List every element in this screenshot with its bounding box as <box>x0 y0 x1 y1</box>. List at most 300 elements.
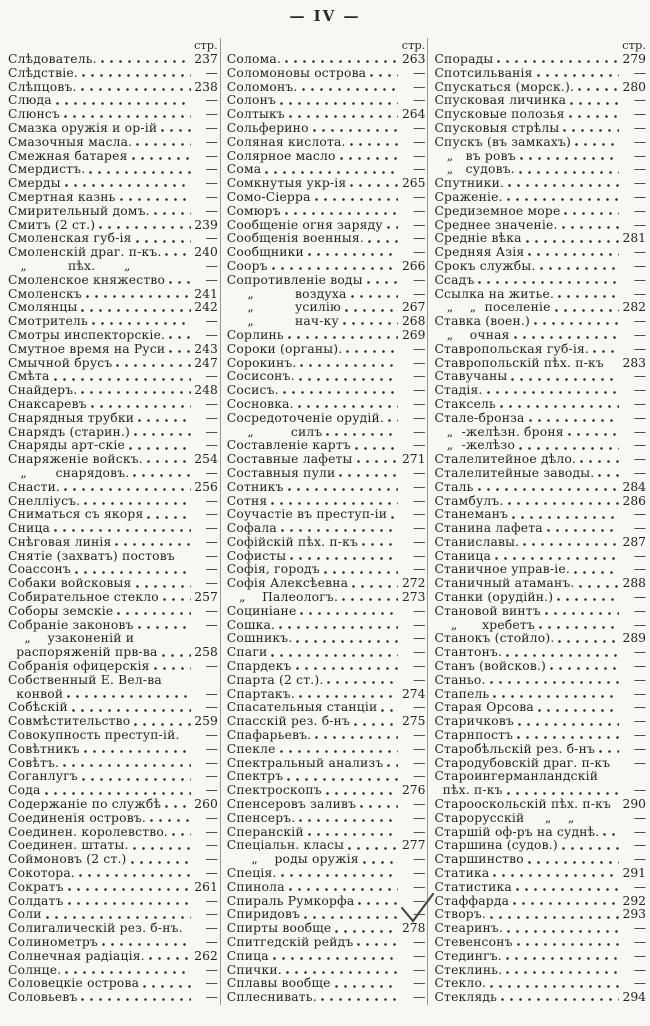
dot-leader <box>358 902 398 906</box>
index-entry <box>227 522 426 536</box>
dot-leader <box>285 212 399 216</box>
dot-leader <box>281 529 399 533</box>
index-entry <box>227 936 426 950</box>
page-number: — <box>205 231 218 246</box>
page-number: — <box>205 783 218 798</box>
page-number: — <box>413 976 426 991</box>
entry-label: Солинометръ <box>8 935 98 949</box>
index-entry <box>8 660 218 674</box>
entry-label: Сокотора. <box>8 866 76 881</box>
page-number: 258 <box>194 645 218 660</box>
index-entry <box>434 370 646 384</box>
page-number: 287 <box>622 534 646 549</box>
page-number: — <box>633 976 646 991</box>
index-entry <box>434 867 646 881</box>
entry-label: Спускаться (морск.). <box>434 79 575 94</box>
page-number: — <box>633 686 646 701</box>
entry-label: Содержаніе по службѣ <box>8 797 162 812</box>
entry-label: Сраженіе. <box>434 189 503 204</box>
page-number: — <box>413 120 426 135</box>
entry-label: Сомюръ <box>226 203 281 218</box>
dot-leader <box>161 129 191 133</box>
index-entry <box>8 329 218 343</box>
page-number: 267 <box>401 300 426 315</box>
dot-leader <box>513 902 619 906</box>
page-number: — <box>413 990 426 1005</box>
index-entry <box>8 922 218 936</box>
entry-label: Спиридовъ <box>226 907 301 922</box>
page-number: — <box>413 810 426 825</box>
entry-label: Совокупность преступ-ій. <box>8 728 180 743</box>
page-number: — <box>205 824 218 839</box>
page-number: — <box>205 728 218 743</box>
entry-label: Спарта (2 ст.). <box>226 672 324 687</box>
page-number: — <box>413 65 426 80</box>
dot-leader <box>64 115 191 119</box>
entry-label: Стаксель <box>434 396 496 411</box>
dot-leader <box>507 792 619 796</box>
dot-leader <box>296 667 399 671</box>
dot-leader <box>519 171 619 175</box>
index-entry <box>8 301 218 315</box>
dot-leader <box>169 281 191 285</box>
dot-leader <box>562 847 619 851</box>
dot-leader <box>89 171 190 175</box>
page-number: 237 <box>194 52 218 66</box>
index-entry <box>8 136 218 150</box>
entry-label: Сосновка. <box>226 396 294 411</box>
index-entry <box>8 701 218 715</box>
entry-label: Соединен. штаты. <box>8 838 129 853</box>
dot-leader <box>129 447 191 451</box>
page-number: — <box>633 327 646 342</box>
entry-label: Спица <box>226 948 269 963</box>
entry-label: Соучастіе въ преступ-іи <box>226 507 388 522</box>
index-entry <box>8 177 218 191</box>
page-number: — <box>205 741 218 756</box>
index-entry <box>227 977 426 991</box>
page-number: — <box>205 396 218 411</box>
entry-label: Станокъ (стойло). <box>434 631 555 646</box>
index-entry <box>227 94 426 108</box>
entry-label: Сороки (органы). <box>226 341 343 356</box>
page-number: — <box>633 962 646 977</box>
index-entry <box>434 839 646 853</box>
index-entry <box>434 605 646 619</box>
index-entry <box>434 922 646 936</box>
index-entry <box>227 81 426 95</box>
index-entry <box>227 757 426 771</box>
dot-leader <box>324 571 399 575</box>
entry-label: Станьо. <box>434 672 486 687</box>
dot-leader <box>578 88 619 92</box>
page-number: 290 <box>622 797 646 812</box>
dot-leader <box>299 695 399 699</box>
index-entry <box>227 453 426 467</box>
dot-leader <box>391 516 398 520</box>
index-entry <box>434 150 646 164</box>
dot-leader <box>562 226 619 230</box>
entry-label: Сократъ <box>8 879 64 894</box>
entry-label: Спенсеръ. <box>226 810 296 825</box>
entry-label: Сосисонъ. <box>226 369 295 384</box>
dot-leader <box>370 74 398 78</box>
dot-leader <box>117 612 190 616</box>
page-number: — <box>413 521 426 536</box>
page-number: 286 <box>622 493 646 508</box>
entry-label: „ нач-ку <box>226 314 339 329</box>
page-number: — <box>633 465 646 480</box>
page-number: 243 <box>194 341 218 356</box>
dot-leader <box>512 516 619 520</box>
index-entry <box>434 94 646 108</box>
entry-label: Спекле <box>226 741 276 756</box>
entry-label: Станъ (войсков.) <box>434 659 547 674</box>
dot-leader <box>564 212 619 216</box>
entry-label: Составные лафеты <box>226 452 353 467</box>
page-number: 247 <box>194 355 218 370</box>
index-entry <box>8 384 218 398</box>
dot-leader <box>265 171 398 175</box>
entry-label: Сталь <box>434 479 474 494</box>
dot-leader <box>169 336 191 340</box>
dot-leader <box>528 861 619 865</box>
dot-leader <box>363 861 399 865</box>
index-entry <box>227 619 426 633</box>
page-number: 288 <box>622 576 646 591</box>
dot-leader <box>308 833 399 837</box>
column-page-header: стр. <box>193 38 218 52</box>
page-number: — <box>633 286 646 301</box>
dot-leader <box>289 888 399 892</box>
entry-label: Стевенсонъ <box>434 935 513 949</box>
page-number: 276 <box>401 783 426 798</box>
entry-label: Слюнсъ <box>8 107 61 122</box>
dot-leader <box>507 930 619 934</box>
index-entry <box>227 439 426 453</box>
entry-label: Смѣта <box>8 369 50 384</box>
index-entry <box>227 108 426 122</box>
entry-label: Собственный Е. Вел-ва <box>8 672 162 687</box>
page-number: — <box>633 369 646 384</box>
page-number: — <box>413 659 426 674</box>
index-entry <box>8 577 218 591</box>
dot-leader <box>187 930 191 934</box>
index-entry <box>434 853 646 867</box>
dot-leader <box>520 157 619 161</box>
entry-label: Снарядныя трубки <box>8 410 135 425</box>
index-entry <box>227 246 426 260</box>
page-number: — <box>205 907 218 922</box>
entry-label: Средняя Азія <box>434 245 525 260</box>
entry-label: Сомкнутыя укр-ія <box>226 176 347 191</box>
index-entry <box>8 591 218 605</box>
dot-leader <box>519 447 619 451</box>
index-entry <box>227 577 426 591</box>
page-number: 264 <box>401 107 426 122</box>
page-number: — <box>633 645 646 660</box>
page-number: — <box>205 410 218 425</box>
entry-label: Смотры инспекторскіе. <box>8 327 166 342</box>
index-entry <box>8 467 218 481</box>
dot-leader <box>315 198 399 202</box>
page-number: — <box>413 893 426 908</box>
page-number: — <box>633 203 646 218</box>
column-page-header: стр. <box>401 38 426 52</box>
index-entry <box>227 260 426 274</box>
page-number: — <box>633 217 646 232</box>
page-number: — <box>413 383 426 398</box>
page-number: — <box>413 603 426 618</box>
page-number: — <box>413 769 426 784</box>
dot-leader <box>68 902 191 906</box>
page-number: — <box>413 148 426 163</box>
index-entry <box>434 108 646 122</box>
dot-leader <box>165 805 191 809</box>
entry-label: Статика <box>434 866 490 881</box>
page-number: — <box>205 521 218 536</box>
dot-leader <box>340 157 399 161</box>
index-entry <box>227 495 426 509</box>
entry-label: Совѣтникъ <box>8 741 80 756</box>
page-number: — <box>633 134 646 149</box>
entry-label: Стеаринъ. <box>434 921 504 936</box>
entry-label: „ „ поселеніе <box>434 300 551 315</box>
page-number: — <box>633 728 646 743</box>
index-entry <box>227 660 426 674</box>
entry-label: Собирательное стекло <box>8 590 159 605</box>
index-entry <box>434 688 646 702</box>
index-entry <box>227 922 426 936</box>
dot-leader <box>280 102 398 106</box>
dot-leader <box>150 819 191 823</box>
entry-label: Снѣговая линія <box>8 534 112 549</box>
index-entry <box>434 757 646 771</box>
page-number: — <box>413 866 426 881</box>
index-entry <box>227 563 426 577</box>
page-number: 238 <box>194 79 218 94</box>
entry-label: „ усилію <box>226 300 341 315</box>
page-number: — <box>413 645 426 660</box>
dot-leader <box>326 433 398 437</box>
page-number: — <box>413 355 426 370</box>
dot-leader <box>555 309 619 313</box>
dot-leader <box>500 405 619 409</box>
index-entry <box>8 315 218 329</box>
page-number: — <box>413 797 426 812</box>
entry-label: Сошникъ. <box>226 631 293 646</box>
entry-label: Стеклядь <box>434 990 498 1005</box>
index-entry <box>8 839 218 853</box>
dot-leader <box>64 488 191 492</box>
dot-leader <box>131 861 191 865</box>
entry-label: Снаряженіе войскъ. <box>8 452 143 467</box>
index-entry <box>8 453 218 467</box>
entry-label: Софія Алексѣевна <box>226 576 349 591</box>
entry-label: Смирительный домъ. <box>8 203 150 218</box>
dot-leader <box>335 985 399 989</box>
dot-leader <box>79 874 191 878</box>
dot-leader <box>350 184 398 188</box>
index-entry <box>434 467 646 481</box>
dot-leader <box>72 709 191 713</box>
dot-leader <box>134 433 191 437</box>
entry-label: Смертная казнь <box>8 189 116 204</box>
page-number: — <box>413 548 426 563</box>
page-number: — <box>205 465 218 480</box>
index-entry <box>434 619 646 633</box>
dot-leader <box>279 626 398 630</box>
entry-label: Средніе вѣка <box>434 231 522 246</box>
index-entry <box>434 812 646 826</box>
column-page-header: стр. <box>622 38 646 52</box>
page-number: — <box>413 245 426 260</box>
entry-label: Смежная батарея <box>8 148 128 163</box>
dot-leader <box>508 184 619 188</box>
dot-leader <box>143 985 191 989</box>
entry-label: Соляная кислота. <box>226 134 346 149</box>
index-entry <box>434 591 646 605</box>
dot-leader <box>280 750 399 754</box>
entry-label: Стедингъ. <box>434 948 502 963</box>
entry-label: Совмѣстительство <box>8 714 131 729</box>
entry-label: Спафарьевъ. <box>226 728 312 743</box>
entry-label: Сплеснивать. <box>226 990 317 1005</box>
entry-label: „ воздуха <box>226 286 347 301</box>
entry-label: Стаффарда <box>434 893 510 908</box>
page-number: — <box>633 838 646 853</box>
entry-label: Смоленскъ <box>8 286 82 301</box>
entry-label: Спорады <box>434 52 494 66</box>
page-number: — <box>205 921 218 936</box>
dot-leader <box>136 585 191 589</box>
index-entry <box>227 136 426 150</box>
dot-leader <box>138 640 191 644</box>
index-entry <box>8 205 218 219</box>
page-number: — <box>205 769 218 784</box>
index-entry <box>8 812 218 826</box>
dot-leader <box>135 267 191 271</box>
index-entry <box>8 977 218 991</box>
entry-label: Стамбулъ. <box>434 493 504 508</box>
entry-label: пѣх. п-къ <box>434 783 503 798</box>
entry-label: „ пѣх. „ <box>8 258 131 273</box>
entry-label: Смитъ (2 ст.) <box>8 217 96 232</box>
index-entry <box>8 784 218 798</box>
page-number: — <box>205 107 218 122</box>
page-number: — <box>633 314 646 329</box>
index-entry <box>8 108 218 122</box>
index-entry <box>227 384 426 398</box>
page-number: — <box>633 548 646 563</box>
page-number: 269 <box>401 327 426 342</box>
dot-leader <box>539 626 619 630</box>
dot-leader <box>593 350 619 354</box>
entry-label: Сплавы вообще <box>226 976 331 991</box>
page-number: 254 <box>194 452 218 467</box>
page-number: — <box>205 838 218 853</box>
dot-leader <box>81 88 191 92</box>
dot-leader <box>569 115 619 119</box>
page-number: 256 <box>194 479 218 494</box>
page-number: — <box>205 258 218 273</box>
dot-leader <box>362 543 398 547</box>
index-entry <box>227 536 426 550</box>
dot-leader <box>99 226 191 230</box>
dot-leader <box>538 709 619 713</box>
dot-leader <box>120 198 191 202</box>
index-entry <box>227 219 426 233</box>
index-entry <box>227 53 426 67</box>
entry-label: Слѣдователь. <box>8 52 97 66</box>
page-number: 268 <box>401 314 426 329</box>
dot-leader <box>495 557 619 561</box>
entry-label: Старшій оф-ръ на суднѣ. <box>434 824 600 839</box>
dot-leader <box>537 74 619 78</box>
page-number: — <box>633 700 646 715</box>
dot-leader <box>608 364 619 368</box>
index-entry <box>227 826 426 840</box>
dot-leader <box>147 516 190 520</box>
page-number: — <box>205 562 218 577</box>
entry-label: Сомо-Сіерра <box>226 189 311 204</box>
page-number: — <box>205 148 218 163</box>
dot-leader <box>54 378 191 382</box>
page-number: 291 <box>622 866 646 881</box>
index-entry <box>434 701 646 715</box>
dot-leader <box>352 585 398 589</box>
dot-leader <box>534 322 619 326</box>
page-number: — <box>413 935 426 949</box>
page-number: — <box>205 700 218 715</box>
entry-label: Стеклинь. <box>434 962 503 977</box>
dot-leader <box>115 543 190 547</box>
index-entry <box>434 550 646 564</box>
page-number: — <box>205 866 218 881</box>
index-entry <box>434 439 646 453</box>
page-number: 271 <box>401 452 426 467</box>
entry-label: Сница <box>8 521 51 536</box>
dot-leader <box>478 281 619 285</box>
page-number: — <box>633 603 646 618</box>
dot-leader <box>346 350 398 354</box>
index-columns <box>0 38 650 1005</box>
dot-leader <box>92 322 191 326</box>
index-entry <box>8 163 218 177</box>
entry-label: Стале-бронза <box>434 410 525 425</box>
entry-label: Сообщники <box>226 245 304 260</box>
index-entry <box>434 426 646 440</box>
entry-label: Сосисъ. <box>226 383 279 398</box>
entry-label: Старнпостъ <box>434 728 514 743</box>
index-entry <box>227 67 426 81</box>
dot-leader <box>84 502 190 506</box>
entry-label: Составленіе картъ <box>226 438 351 453</box>
index-entry <box>227 550 426 564</box>
entry-label: Смазочныя масла. <box>8 134 133 149</box>
dot-leader <box>493 695 619 699</box>
page-number: — <box>413 203 426 218</box>
dot-leader <box>345 309 399 313</box>
index-column-3 <box>427 38 646 1005</box>
dot-leader <box>315 736 398 740</box>
page-number: 265 <box>401 176 426 191</box>
dot-leader <box>343 322 399 326</box>
entry-label: Срокъ службы. <box>434 258 536 273</box>
entry-label: Софія, городъ <box>226 562 320 577</box>
dot-leader <box>290 557 398 561</box>
page-number: — <box>633 438 646 453</box>
